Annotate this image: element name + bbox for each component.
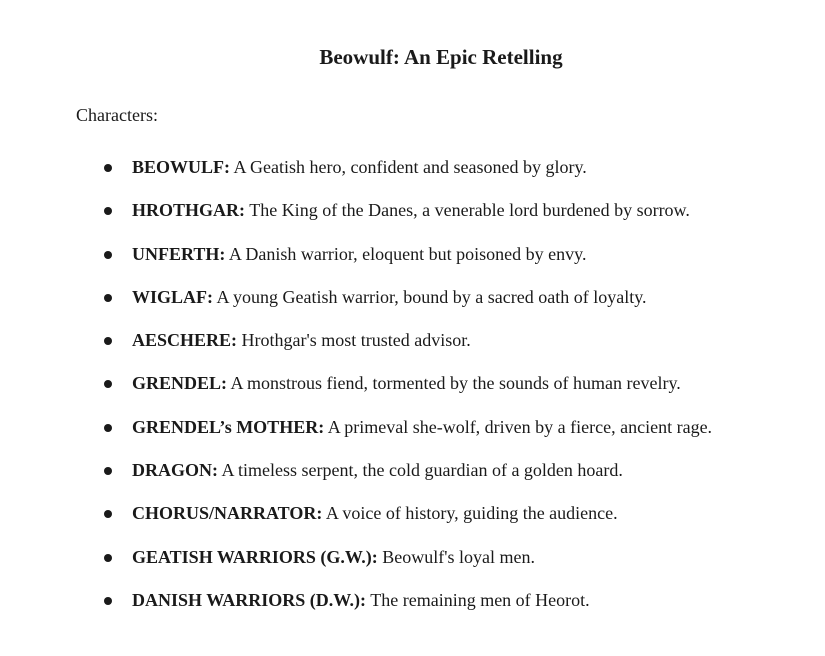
character-name: CHORUS/NARRATOR:	[132, 503, 323, 524]
document-title: Beowulf: An Epic Retelling	[319, 45, 563, 69]
character-name: GEATISH WARRIORS (G.W.):	[132, 546, 378, 567]
list-item-text	[132, 415, 712, 439]
bullet-icon	[104, 164, 112, 172]
list-item-text	[132, 588, 590, 612]
bullet-icon	[104, 554, 112, 562]
character-description: The King of the Danes, a venerable lord burdened by sorrow.	[249, 200, 690, 221]
list-item-text	[132, 198, 690, 222]
list-item-text	[132, 458, 623, 482]
character-name: AESCHERE:	[132, 330, 238, 351]
bullet-icon	[104, 207, 112, 215]
character-description: A Geatish hero, confident and seasoned by glory.	[233, 157, 587, 177]
list-item-text	[132, 155, 587, 179]
character-description: A primeval she-wolf, driven by a fierce, ancient rage.	[327, 416, 713, 437]
character-name: GRENDEL:	[132, 373, 228, 394]
bullet-icon	[104, 510, 112, 518]
list-item-text	[132, 545, 535, 569]
character-description: A timeless serpent, the cold guardian of a golden hoard.	[221, 460, 623, 481]
list-item-text	[132, 501, 618, 525]
character-name: BEOWULF:	[132, 157, 231, 177]
bullet-icon	[104, 251, 112, 259]
section-heading: Characters:	[76, 105, 158, 125]
character-name: GRENDEL’s MOTHER:	[132, 416, 325, 437]
list-item-text	[132, 371, 681, 395]
character-name: DANISH WARRIORS (D.W.):	[132, 589, 367, 610]
bullet-icon	[104, 294, 112, 302]
character-name: HROTHGAR:	[132, 200, 246, 221]
character-description: Hrothgar's most trusted advisor.	[241, 330, 471, 351]
list-item-text	[132, 242, 586, 266]
bullet-icon	[104, 380, 112, 388]
character-description: A Danish warrior, eloquent but poisoned by envy.	[228, 243, 587, 264]
bullet-icon	[104, 337, 112, 345]
character-name: DRAGON:	[132, 460, 218, 481]
bullet-icon	[104, 424, 112, 432]
list-item-text	[132, 285, 647, 309]
character-description: Beowulf's loyal men.	[382, 546, 535, 567]
character-name: WIGLAF:	[132, 286, 213, 307]
character-description: A young Geatish warrior, bound by a sacred oath of loyalty.	[216, 286, 647, 307]
bullet-icon	[104, 597, 112, 605]
bullet-icon	[104, 467, 112, 475]
character-name: UNFERTH:	[132, 243, 226, 264]
character-description: A voice of history, guiding the audience.	[325, 503, 618, 524]
character-description: The remaining men of Heorot.	[370, 589, 590, 610]
list-item-text	[132, 328, 471, 352]
character-description: A monstrous fiend, tormented by the sounds of human revelry.	[230, 373, 681, 394]
